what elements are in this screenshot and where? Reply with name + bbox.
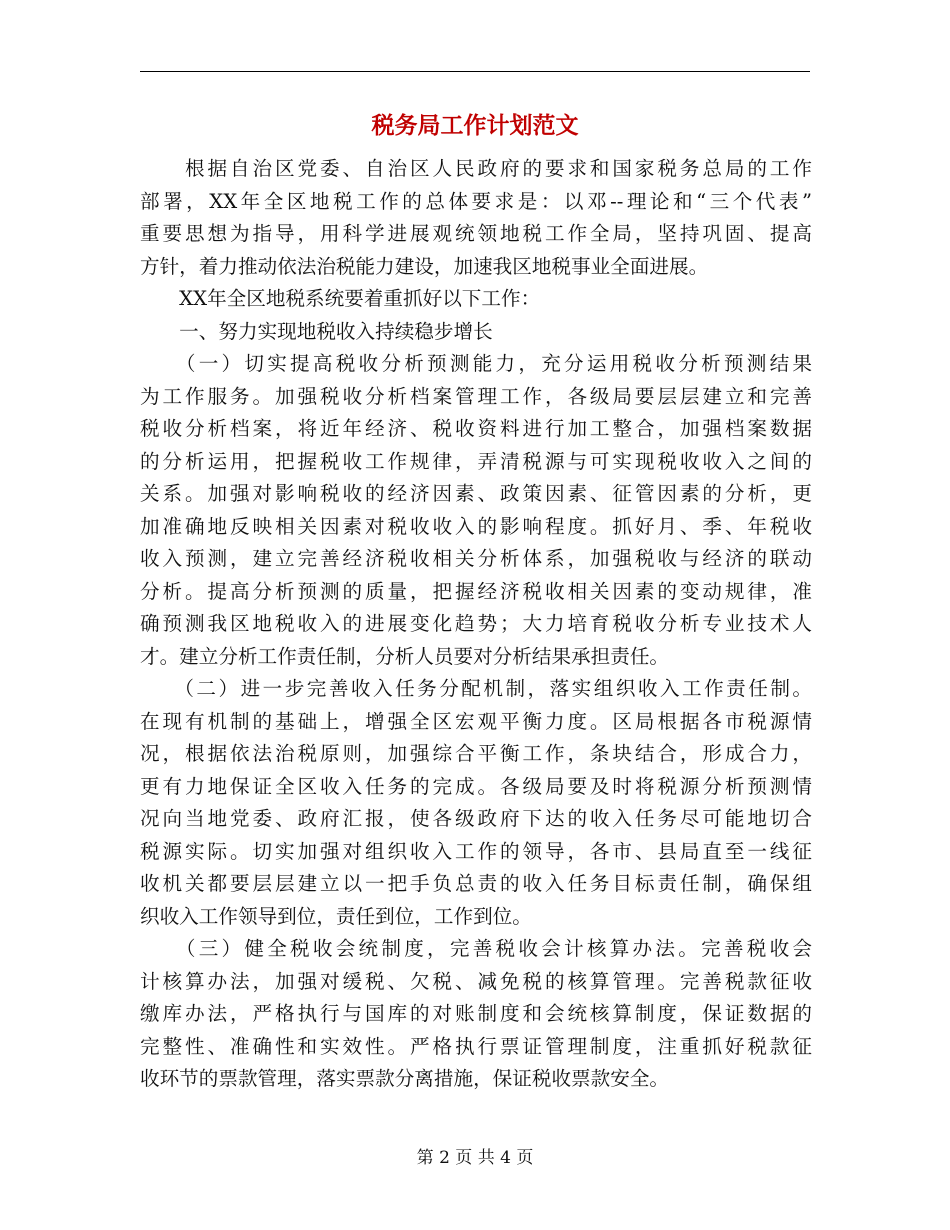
body-text-line: 税收分析档案，将近年经济、税收资料进行加工整合，加强档案数据: [140, 417, 812, 440]
body-text-line: 一、努力实现地税收入持续稳步增长: [140, 319, 493, 343]
body-text-line: 完整性、准确性和实效性。严格执行票证管理制度，注重抓好税款征: [140, 1034, 812, 1058]
document-title: 税务局工作计划范文: [371, 112, 579, 139]
header-rule: [140, 71, 810, 72]
body-text-line: （一）切实提高税收分析预测能力，充分运用税收分析预测结果: [140, 352, 812, 375]
body-text-line: 收入预测，建立完善经济税收相关分析体系，加强税收与经济的联动: [140, 547, 812, 570]
body-text-line: 计核算办法，加强对缓税、欠税、减免税的核算管理。完善税款征收: [140, 969, 812, 993]
page-footer: 第 2 页 共 4 页: [416, 1148, 534, 1168]
body-text-line: 重要思想为指导，用科学进展观统领地税工作全局，坚持巩固、提高: [140, 222, 812, 245]
body-text-line: 为工作服务。加强税收分析档案管理工作，各级局要层层建立和完善: [140, 384, 812, 408]
body-text-line: 税源实际。切实加强对组织收入工作的领导，各市、县局直至一线征: [140, 839, 812, 863]
body-text-line: 况，根据依法治税原则，加强综合平衡工作，条块结合，形成合力，: [140, 742, 812, 765]
body-text-line: 加准确地反映相关因素对税收收入的影响程度。抓好月、季、年税收: [140, 514, 812, 538]
body-text-line: （三）健全税收会统制度，完善税收会计核算办法。完善税收会: [140, 937, 812, 960]
body-text-line: 织收入工作领导到位，责任到位，工作到位。: [140, 904, 532, 928]
body-text-line: 才。建立分析工作责任制，分析人员要对分析结果承担责任。: [140, 644, 670, 668]
body-text-line: 缴库办法，严格执行与国库的对账制度和会统核算制度，保证数据的: [140, 1002, 812, 1025]
body-text-line: 部署，XX年全区地税工作的总体要求是：以邓--理论和“三个代表”: [140, 189, 812, 213]
body-text-line: （二）进一步完善收入任务分配机制，落实组织收入工作责任制。: [140, 677, 812, 700]
body-text-line: 关系。加强对影响税收的经济因素、政策因素、征管因素的分析，更: [140, 482, 812, 505]
body-text-line: 更有力地保证全区收入任务的完成。各级局要及时将税源分析预测情: [140, 774, 812, 798]
body-text-line: 况向当地党委、政府汇报，使各级政府下达的收入任务尽可能地切合: [140, 807, 812, 830]
body-text-line: 在现有机制的基础上，增强全区宏观平衡力度。区局根据各市税源情: [140, 709, 812, 733]
document-body: [140, 153, 812, 1096]
body-text-line: 方针，着力推动依法治税能力建设，加速我区地税事业全面进展。: [140, 254, 709, 278]
body-text-line: 收机关都要层层建立以一把手负总责的收入任务目标责任制，确保组: [140, 872, 812, 895]
body-text-line: 分析。提高分析预测的质量，把握经济税收相关因素的变动规律，准: [140, 579, 812, 603]
body-text-line: 的分析运用，把握税收工作规律，弄清税源与可实现税收收入之间的: [140, 449, 812, 473]
body-text-line: 收环节的票款管理，落实票款分离措施，保证税收票款安全。: [140, 1067, 670, 1090]
body-text-line: XX年全区地税系统要着重抓好以下工作：: [140, 287, 541, 310]
body-text-line: 根据自治区党委、自治区人民政府的要求和国家税务总局的工作: [140, 157, 812, 180]
body-text-line: 确预测我区地税收入的进展变化趋势；大力培育税收分析专业技术人: [140, 612, 812, 635]
